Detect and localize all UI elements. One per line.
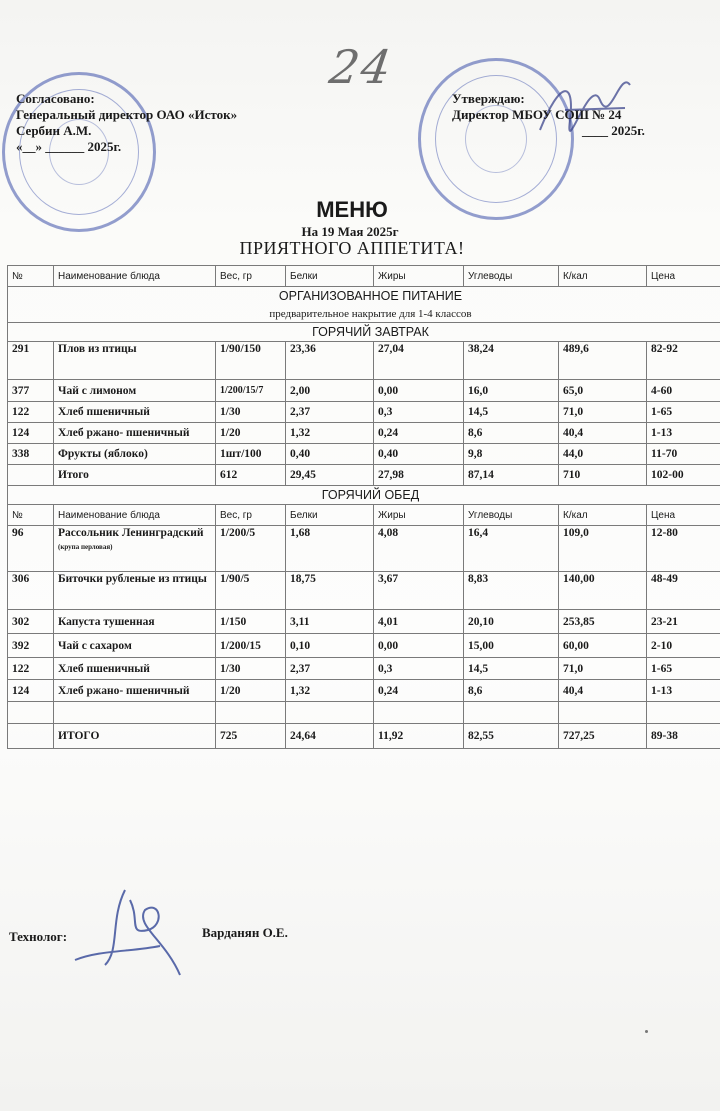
dish-note: (крупа перловая)	[58, 543, 113, 551]
menu-title: МЕНЮ	[316, 197, 388, 222]
section-subtitle: предварительное накрытие для 1-4 классов	[8, 305, 720, 323]
approval-right-line3: ____ 2025г.	[582, 123, 645, 138]
table-row: 96 Рассольник Ленинградский (крупа перловая) 1/200/5 1,68 4,08 16,4 109,0 12-80	[8, 526, 720, 572]
breakfast-title-row	[8, 323, 720, 342]
paper-speck	[645, 1030, 648, 1033]
col-header-protein: Белки	[286, 266, 374, 287]
table-row: 338 Фрукты (яблоко) 1шт/100 0,40 0,40 9,8 44,0 11-70	[8, 444, 720, 465]
table-header-row	[8, 266, 720, 287]
section-title: ОРГАНИЗОВАННОЕ ПИТАНИЕ	[8, 287, 720, 306]
menu-subtitle: ПРИЯТНОГО АППЕТИТА!	[239, 238, 465, 258]
col-header-dish: Наименование блюда	[54, 266, 216, 287]
table-row: 392 Чай с сахаром 1/200/15 0,10 0,00 15,00 60,00 2-10	[8, 634, 720, 658]
col-header-fat: Жиры	[374, 266, 464, 287]
technologist-label: Технолог:	[9, 929, 68, 944]
table-row: 291 Плов из птицы 1/90/150 23,36 27,04 38,24 489,6 82-92	[8, 342, 720, 380]
col-header-price: Цена	[647, 266, 720, 287]
approval-left-line4: «__» ______ 2025г.	[16, 139, 122, 154]
breakfast-title: ГОРЯЧИЙ ЗАВТРАК	[8, 323, 720, 342]
menu-table	[7, 265, 720, 749]
col-header-carbs: Углеводы	[464, 266, 559, 287]
table-row: 122 Хлеб пшеничный 1/30 2,37 0,3 14,5 71,0 1-65	[8, 658, 720, 680]
col-header-num: №	[8, 266, 54, 287]
section-row	[8, 287, 720, 306]
approval-right-block	[452, 91, 720, 139]
approval-right-line1: Утверждаю:	[452, 91, 525, 106]
breakfast-total-row: Итого 612 29,45 27,98 87,14 710 102-00	[8, 465, 720, 486]
lunch-title-row	[8, 486, 720, 505]
menu-date: На 19 Мая 2025г	[301, 224, 399, 239]
approval-left-line3: Сербин А.М.	[16, 123, 92, 138]
empty-row	[8, 702, 720, 724]
handwritten-page-number: 24	[326, 40, 397, 94]
table-row: 306 Биточки рубленые из птицы 1/90/5 18,75 3,67 8,83 140,00 48-49	[8, 572, 720, 610]
dish-name: Рассольник Ленинградский	[58, 527, 204, 539]
approval-left-block	[16, 91, 296, 155]
lunch-title: ГОРЯЧИЙ ОБЕД	[8, 486, 720, 505]
approval-left-line1: Согласовано:	[16, 91, 95, 106]
table-row: 124 Хлеб ржано- пшеничный 1/20 1,32 0,24 8,6 40,4 1-13	[8, 423, 720, 444]
table-row: 122 Хлеб пшеничный 1/30 2,37 0,3 14,5 71,0 1-65	[8, 402, 720, 423]
table-row: 124 Хлеб ржано- пшеничный 1/20 1,32 0,24 8,6 40,4 1-13	[8, 680, 720, 702]
table-row: 377 Чай с лимоном 1/200/15/7 2,00 0,00 16,0 65,0 4-60	[8, 380, 720, 402]
col-header-kcal: К/кал	[559, 266, 647, 287]
table-header-row: № Наименование блюда Вес, гр Белки Жиры Углеводы К/кал Цена	[8, 505, 720, 526]
technologist-signature	[70, 880, 190, 980]
approval-right-line2: Директор МБОУ СОШ № 24	[452, 107, 622, 122]
lunch-total-row: ИТОГО 725 24,64 11,92 82,55 727,25 89-38	[8, 724, 720, 749]
table-row: 302 Капуста тушенная 1/150 3,11 4,01 20,10 253,85 23-21	[8, 610, 720, 634]
col-header-weight: Вес, гр	[216, 266, 286, 287]
approval-left-line2: Генеральный директор ОАО «Исток»	[16, 107, 238, 122]
technologist-name: Варданян О.Е.	[202, 925, 288, 940]
section-subtitle-row	[8, 305, 720, 323]
